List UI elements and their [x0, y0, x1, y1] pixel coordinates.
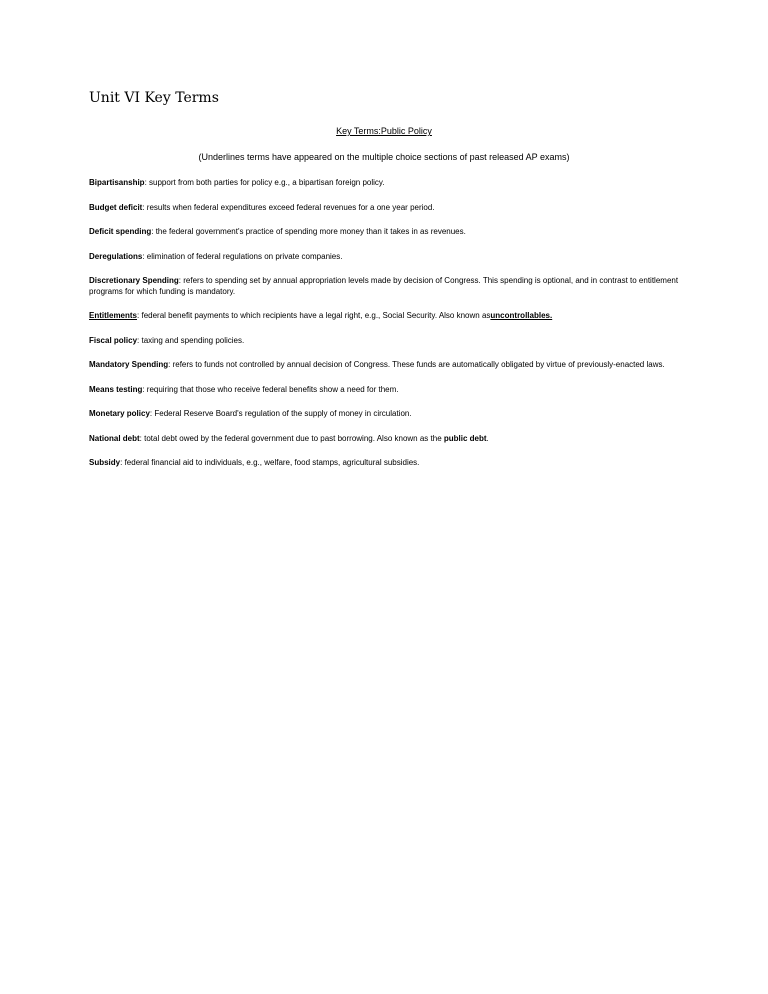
- term-budget-deficit: Budget deficit: results when federal expenditures exceed federal revenues for a one year period.: [89, 202, 435, 212]
- term-name: Budget deficit: [89, 202, 143, 212]
- term-deregulations: Deregulations: elimination of federal regulations on private companies.: [89, 251, 343, 261]
- term-entitlements: Entitlements: federal benefit payments to which recipients have a legal right, e.g., Social Security. Also known asuncontrollables.: [89, 311, 553, 320]
- term-name: Discretionary Spending: [89, 276, 179, 285]
- term-name: Bipartisanship: [89, 178, 145, 187]
- term-national-debt: National debt: total debt owed by the federal government due to past borrowing. Also known as the public debt.: [89, 433, 489, 443]
- term-definition: Federal Reserve Board's regulation of the supply of money in circulation.: [154, 409, 412, 418]
- term-definition: requiring that those who receive federal benefits show a need for them.: [146, 384, 399, 394]
- term-definition: federal benefit payments to which recipients have a legal right, e.g., Social Security. Also known as: [141, 311, 491, 320]
- term-definition: the federal government's practice of spending more money than it takes in as revenues.: [155, 227, 466, 236]
- term-name: Deregulations: [89, 251, 143, 261]
- term-fiscal-policy: Fiscal policy: taxing and spending policies.: [89, 335, 245, 345]
- term-definition: federal financial aid to individuals, e.g., welfare, food stamps, agricultural subsidies.: [124, 458, 420, 467]
- term-mandatory-spending: Mandatory Spending: refers to funds not controlled by annual decision of Congress. These funds are automatically obligated by virtue of previously-enacted laws.: [89, 360, 665, 369]
- term-bipartisanship: Bipartisanship: support from both parties for policy e.g., a bipartisan foreign policy.: [89, 178, 385, 187]
- term-alias: public debt: [443, 433, 487, 443]
- section-heading: Key Terms:Public Policy: [336, 126, 432, 136]
- term-name: Deficit spending: [89, 227, 152, 236]
- term-definition: taxing and spending policies.: [141, 335, 245, 345]
- term-name: Mandatory Spending: [89, 360, 169, 369]
- term-monetary-policy: Monetary policy: Federal Reserve Board's regulation of the supply of money in circulation.: [89, 409, 412, 418]
- term-name: National debt: [89, 433, 140, 443]
- term-means-testing: Means testing: requiring that those who receive federal benefits show a need for them.: [89, 384, 399, 394]
- term-name: Means testing: [89, 384, 143, 394]
- term-discretionary-spending: Discretionary Spending: refers to spending set by annual appropriation levels made by decision of Congress. This spending is optional, and in contrast to entitlement programs for which funding is mandatory.: [89, 276, 679, 296]
- document-title: Unit VI Key Terms: [89, 90, 219, 106]
- term-definition: results when federal expenditures exceed federal revenues for a one year period.: [146, 202, 435, 212]
- term-alias: uncontrollables.: [490, 311, 553, 320]
- term-definition: elimination of federal regulations on private companies.: [146, 251, 343, 261]
- term-definition: support from both parties for policy e.g., a bipartisan foreign policy.: [149, 178, 385, 187]
- term-definition: total debt owed by the federal government due to past borrowing. Also known as the: [144, 433, 444, 443]
- term-subsidy: Subsidy: federal financial aid to individuals, e.g., welfare, food stamps, agricultural subsidies.: [89, 458, 420, 467]
- term-deficit-spending: Deficit spending: the federal government's practice of spending more money than it takes in as revenues.: [89, 227, 466, 236]
- terms-list: [89, 178, 679, 483]
- section-note: (Underlines terms have appeared on the multiple choice sections of past released AP exams): [198, 152, 570, 162]
- term-definition: refers to spending set by annual appropriation levels made by decision of Congress. This spending is optional, and in contrast to entitlement programs for which funding is mandatory.: [89, 276, 679, 296]
- term-name: Subsidy: [89, 458, 121, 467]
- term-definition: refers to funds not controlled by annual decision of Congress. These funds are automatically obligated by virtue of previously-enacted laws.: [172, 360, 665, 369]
- term-name: Entitlements: [89, 311, 138, 320]
- term-name: Fiscal policy: [89, 335, 138, 345]
- term-name: Monetary policy: [89, 409, 150, 418]
